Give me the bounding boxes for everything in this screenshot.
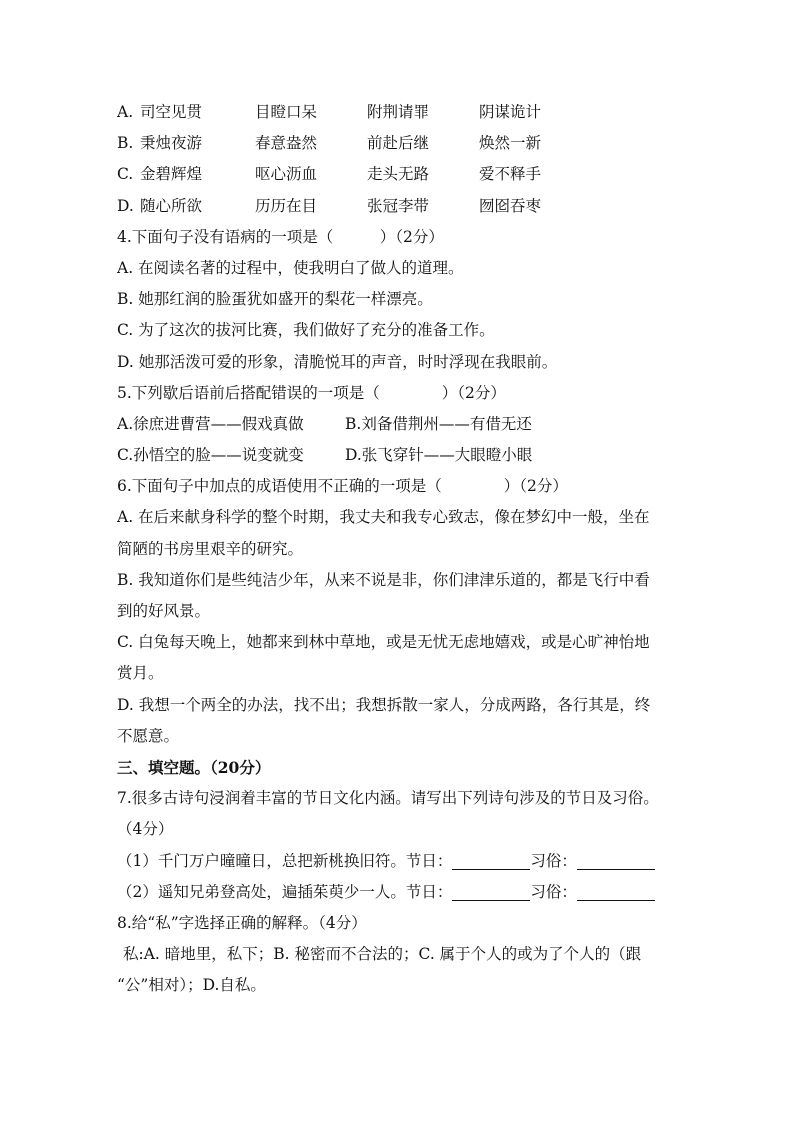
q7-item-1	[117, 846, 677, 877]
idiom: 焕然一新	[479, 134, 542, 153]
festival-answer-blank[interactable]	[452, 849, 530, 870]
q6-option-d-line1: D. 我想一个两全的办法，找不出；我想拆散一家人，分成两路，各行其是，终	[117, 695, 651, 714]
q3-option-d	[117, 191, 677, 222]
q6-option-b-line1: B. 我知道你们是些纯洁少年，从来不说是非，你们津津乐道的，都是飞行中看	[117, 570, 650, 589]
q4-option-c: C. 为了这次的拔河比赛，我们做好了充分的准备工作。	[117, 321, 495, 340]
idiom: 金碧辉煌	[140, 165, 203, 184]
idiom: 阴谋诡计	[479, 103, 542, 121]
q5-option-d: D.张飞穿针——大眼瞪小眼	[345, 446, 533, 465]
q5-option-a: A.徐庶进曹营——假戏真做	[117, 414, 304, 433]
q6-option-c-line1: C. 白兔每天晚上，她都来到林中草地，或是无忧无虑地嬉戏，或是心旷神怡地	[117, 633, 650, 652]
idiom: 司空见贯	[140, 103, 203, 121]
idiom: 前赴后继	[367, 134, 430, 153]
idiom: 目瞪口呆	[255, 103, 318, 121]
q6-option-c-line2: 赏月。	[117, 664, 164, 683]
q3-option-c	[117, 159, 677, 190]
q5-options-ab	[117, 409, 677, 440]
q4-option-a: A. 在阅读名著的过程中，使我明白了做人的道理。	[117, 258, 464, 277]
q8-definition-line2: “公”相对）；D.自私。	[117, 976, 266, 995]
q5-option-c: C.孙悟空的脸——说变就变	[117, 446, 304, 465]
q7-item-2-text: （2）遥知兄弟登高处，遍插茱萸少一人。节日：	[117, 882, 453, 901]
q6-option-b-line2: 到的好风景。	[117, 602, 211, 620]
idiom: 春意盎然	[255, 134, 318, 153]
custom-answer-blank[interactable]	[577, 880, 655, 901]
option-label: C.	[117, 165, 134, 184]
q5-option-b: B.刘备借荆州——有借无还	[345, 414, 532, 433]
q4-stem: 4.下面句子没有语病的一项是（ ）（2分）	[117, 227, 444, 246]
idiom: 秉烛夜游	[140, 134, 203, 153]
q7-item-1-text: （1）千门万户曈曈日，总把新桃换旧符。节日：	[117, 851, 453, 870]
option-label: D.	[117, 196, 134, 215]
idiom: 呕心沥血	[255, 165, 318, 184]
q7-stem-line1: 7.很多古诗句浸润着丰富的节日文化内涵。请写出下列诗句涉及的节日及习俗。	[117, 789, 659, 808]
custom-label: 习俗：	[530, 851, 577, 870]
q8-stem: 8.给“私”字选择正确的解释。（4分）	[117, 913, 367, 932]
festival-answer-blank[interactable]	[452, 880, 530, 901]
idiom: 走头无路	[367, 165, 430, 184]
idiom: 历历在目	[255, 196, 318, 215]
idiom: 囫囵吞枣	[479, 196, 542, 215]
q3-option-a	[117, 97, 677, 128]
q7-item-2	[117, 877, 677, 908]
q6-option-d-line2: 不愿意。	[117, 726, 180, 745]
q4-option-d: D. 她那活泼可爱的形象，清脆悦耳的声音，时时浮现在我眼前。	[117, 352, 558, 371]
idiom: 爱不释手	[479, 165, 542, 184]
custom-answer-blank[interactable]	[577, 849, 655, 870]
q3-option-b	[117, 128, 677, 159]
custom-label: 习俗：	[530, 882, 577, 901]
q6-stem: 6.下面句子中加点的成语使用不正确的一项是（ ）（2分）	[117, 477, 568, 496]
q6-option-a-line2: 简陋的书房里艰辛的研究。	[117, 539, 304, 558]
exam-page	[117, 97, 677, 1001]
q8-definition-line1: 私:A. 暗地里，私下；B. 秘密而不合法的；C. 属于个人的或为了个人的（跟	[123, 945, 642, 964]
q5-stem: 5.下列歇后语前后搭配错误的一项是（ ）（2分）	[117, 383, 506, 402]
option-label: B.	[117, 134, 134, 153]
idiom: 张冠李带	[367, 196, 430, 215]
idiom: 附荆请罪	[367, 103, 430, 121]
q5-options-cd	[117, 440, 677, 471]
section-heading: 三、填空题。（20分）	[117, 757, 271, 777]
q7-stem-line2: （4分）	[117, 820, 174, 839]
q4-option-b: B. 她那红润的脸蛋犹如盛开的梨花一样漂亮。	[117, 290, 433, 309]
option-label: A.	[117, 103, 134, 121]
q6-option-a-line1: A. 在后来献身科学的整个时期，我丈夫和我专心致志，像在梦幻中一般，坐在	[117, 508, 650, 527]
idiom: 随心所欲	[140, 196, 203, 215]
